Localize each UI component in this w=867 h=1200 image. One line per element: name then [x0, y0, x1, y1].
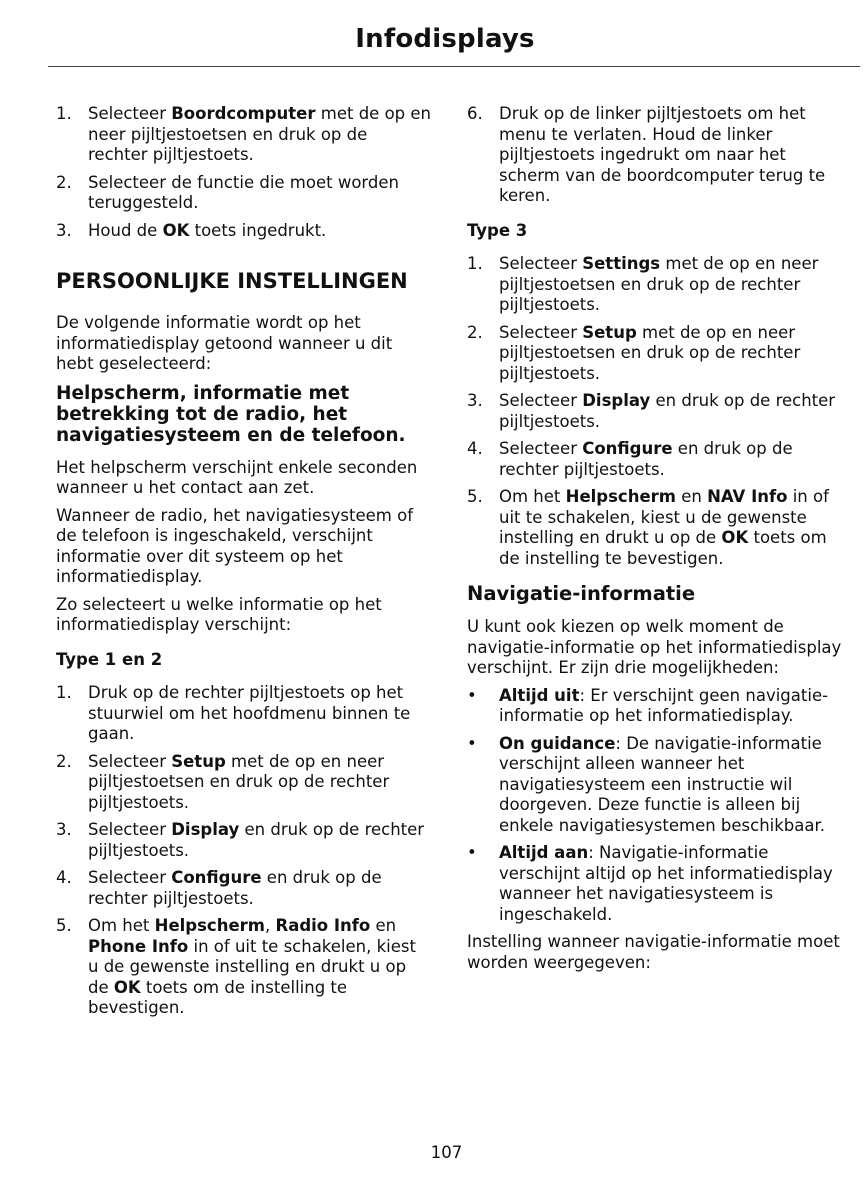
list-item: 1. Selecteer Boordcomputer met de op en neer pijltjestoetsen en druk op de rechter pijltjestoets. [56, 104, 431, 164]
list-item: 3. Houd de OK toets ingedrukt. [56, 220, 327, 240]
bullet-icon: • [467, 685, 477, 705]
list-item: 2. Selecteer de functie die moet worden teruggesteld. [56, 172, 400, 212]
intro-paragraph: U kunt ook kiezen op welk moment de navigatie-informatie op het informatiedisplay verschijnt. Er zijn drie mogelijkheden: [467, 617, 842, 677]
list-item: 2. Selecteer Setup met de op en neer pijltjestoetsen en druk op de rechter pijltjestoets. [56, 751, 390, 812]
boordcomputer-reset-steps [56, 104, 431, 241]
type-heading: Type 3 [467, 220, 528, 240]
list-item: 5. Om het Helpscherm, Radio Info en Phone Info in of uit te schakelen, kiest u de gewenste instelling en drukt u op de OK toets om de instelling te bevestigen. [56, 916, 416, 1017]
list-item: • Altijd aan: Navigatie-informatie verschijnt altijd op het informatiedisplay wanneer het navigatiesysteem is ingeschakeld. [467, 843, 833, 924]
step-number: 4. [467, 439, 483, 458]
step-number: 2. [56, 172, 72, 192]
list-item: 3. Selecteer Display en druk op de rechter pijltjestoets. [467, 391, 836, 431]
step-number: 3. [56, 220, 72, 240]
right-column [467, 104, 842, 980]
return-step [467, 104, 842, 207]
step-number: 1. [467, 254, 483, 273]
subsection-heading: Helpscherm, informatie met betrekking tot de radio, het navigatiesysteem en de telefoon. [56, 382, 406, 446]
step-number: 2. [467, 322, 483, 342]
list-item: 2. Selecteer Setup met de op en neer pijltjestoetsen en druk op de rechter pijltjestoets. [467, 322, 801, 383]
list-item: • On guidance: De navigatie-informatie verschijnt alleen wanneer het navigatiesysteem een instructie wil doorgeven. Deze functie is alleen bij enkele navigatiesystemen beschikbaar. [467, 733, 826, 835]
step-number: 5. [56, 916, 72, 935]
step-number: 6. [467, 104, 483, 123]
list-item: 4. Selecteer Configure en druk op de rechter pijltjestoets. [56, 868, 382, 908]
left-column [56, 104, 431, 1026]
intro-paragraph: De volgende informatie wordt op het informatiedisplay getoond wanneer u dit hebt geselecteerd: [56, 313, 393, 373]
list-item: 4. Selecteer Configure en druk op de rechter pijltjestoets. [467, 439, 793, 479]
type-3-steps [467, 254, 842, 569]
step-number: 3. [467, 391, 483, 410]
step-number: 5. [467, 487, 483, 506]
list-item: 3. Selecteer Display en druk op de rechter pijltjestoets. [56, 820, 425, 860]
header-divider [48, 66, 860, 67]
section-heading: PERSOONLIJKE INSTELLINGEN [56, 269, 408, 293]
bullet-icon: • [467, 733, 477, 753]
page-number: 107 [430, 1143, 463, 1162]
step-number: 1. [56, 104, 72, 123]
list-item: • Altijd uit: Er verschijnt geen navigatie-informatie op het informatiedisplay. [467, 685, 829, 725]
nav-options-list [467, 686, 842, 926]
type-heading: Type 1 en 2 [56, 649, 163, 669]
paragraph: Het helpscherm verschijnt enkele seconden wanneer u het contact aan zet. [56, 457, 418, 497]
type-1-2-steps [56, 683, 431, 1019]
list-item: 5. Om het Helpscherm en NAV Info in of uit te schakelen, kiest u de gewenste instelling en drukt u op de OK toets om de instelling te bevestigen. [467, 487, 829, 568]
bullet-icon: • [467, 843, 477, 862]
list-item: 6. Druk op de linker pijltjestoets om het menu te verlaten. Houd de linker pijltjestoets ingedrukt om naar het scherm van de boordcomputer terug te keren. [467, 104, 826, 205]
step-number: 2. [56, 751, 72, 771]
list-item: 1. Selecteer Settings met de op en neer pijltjestoetsen en druk op de rechter pijltjestoets. [467, 254, 819, 314]
step-number: 1. [56, 683, 72, 702]
step-number: 4. [56, 868, 72, 887]
list-item: 1. Druk op de rechter pijltjestoets op het stuurwiel om het hoofdmenu binnen te gaan. [56, 683, 411, 743]
paragraph: Instelling wanneer navigatie-informatie moet worden weergegeven: [467, 932, 840, 972]
paragraph: Wanneer de radio, het navigatiesysteem of de telefoon is ingeschakeld, verschijnt informatie over dit systeem op het informatiedisplay. [56, 505, 414, 586]
page-title: Infodisplays [355, 24, 535, 54]
subsection-heading: Navigatie-informatie [467, 582, 696, 605]
step-number: 3. [56, 820, 72, 839]
paragraph: Zo selecteert u welke informatie op het informatiedisplay verschijnt: [56, 594, 382, 634]
